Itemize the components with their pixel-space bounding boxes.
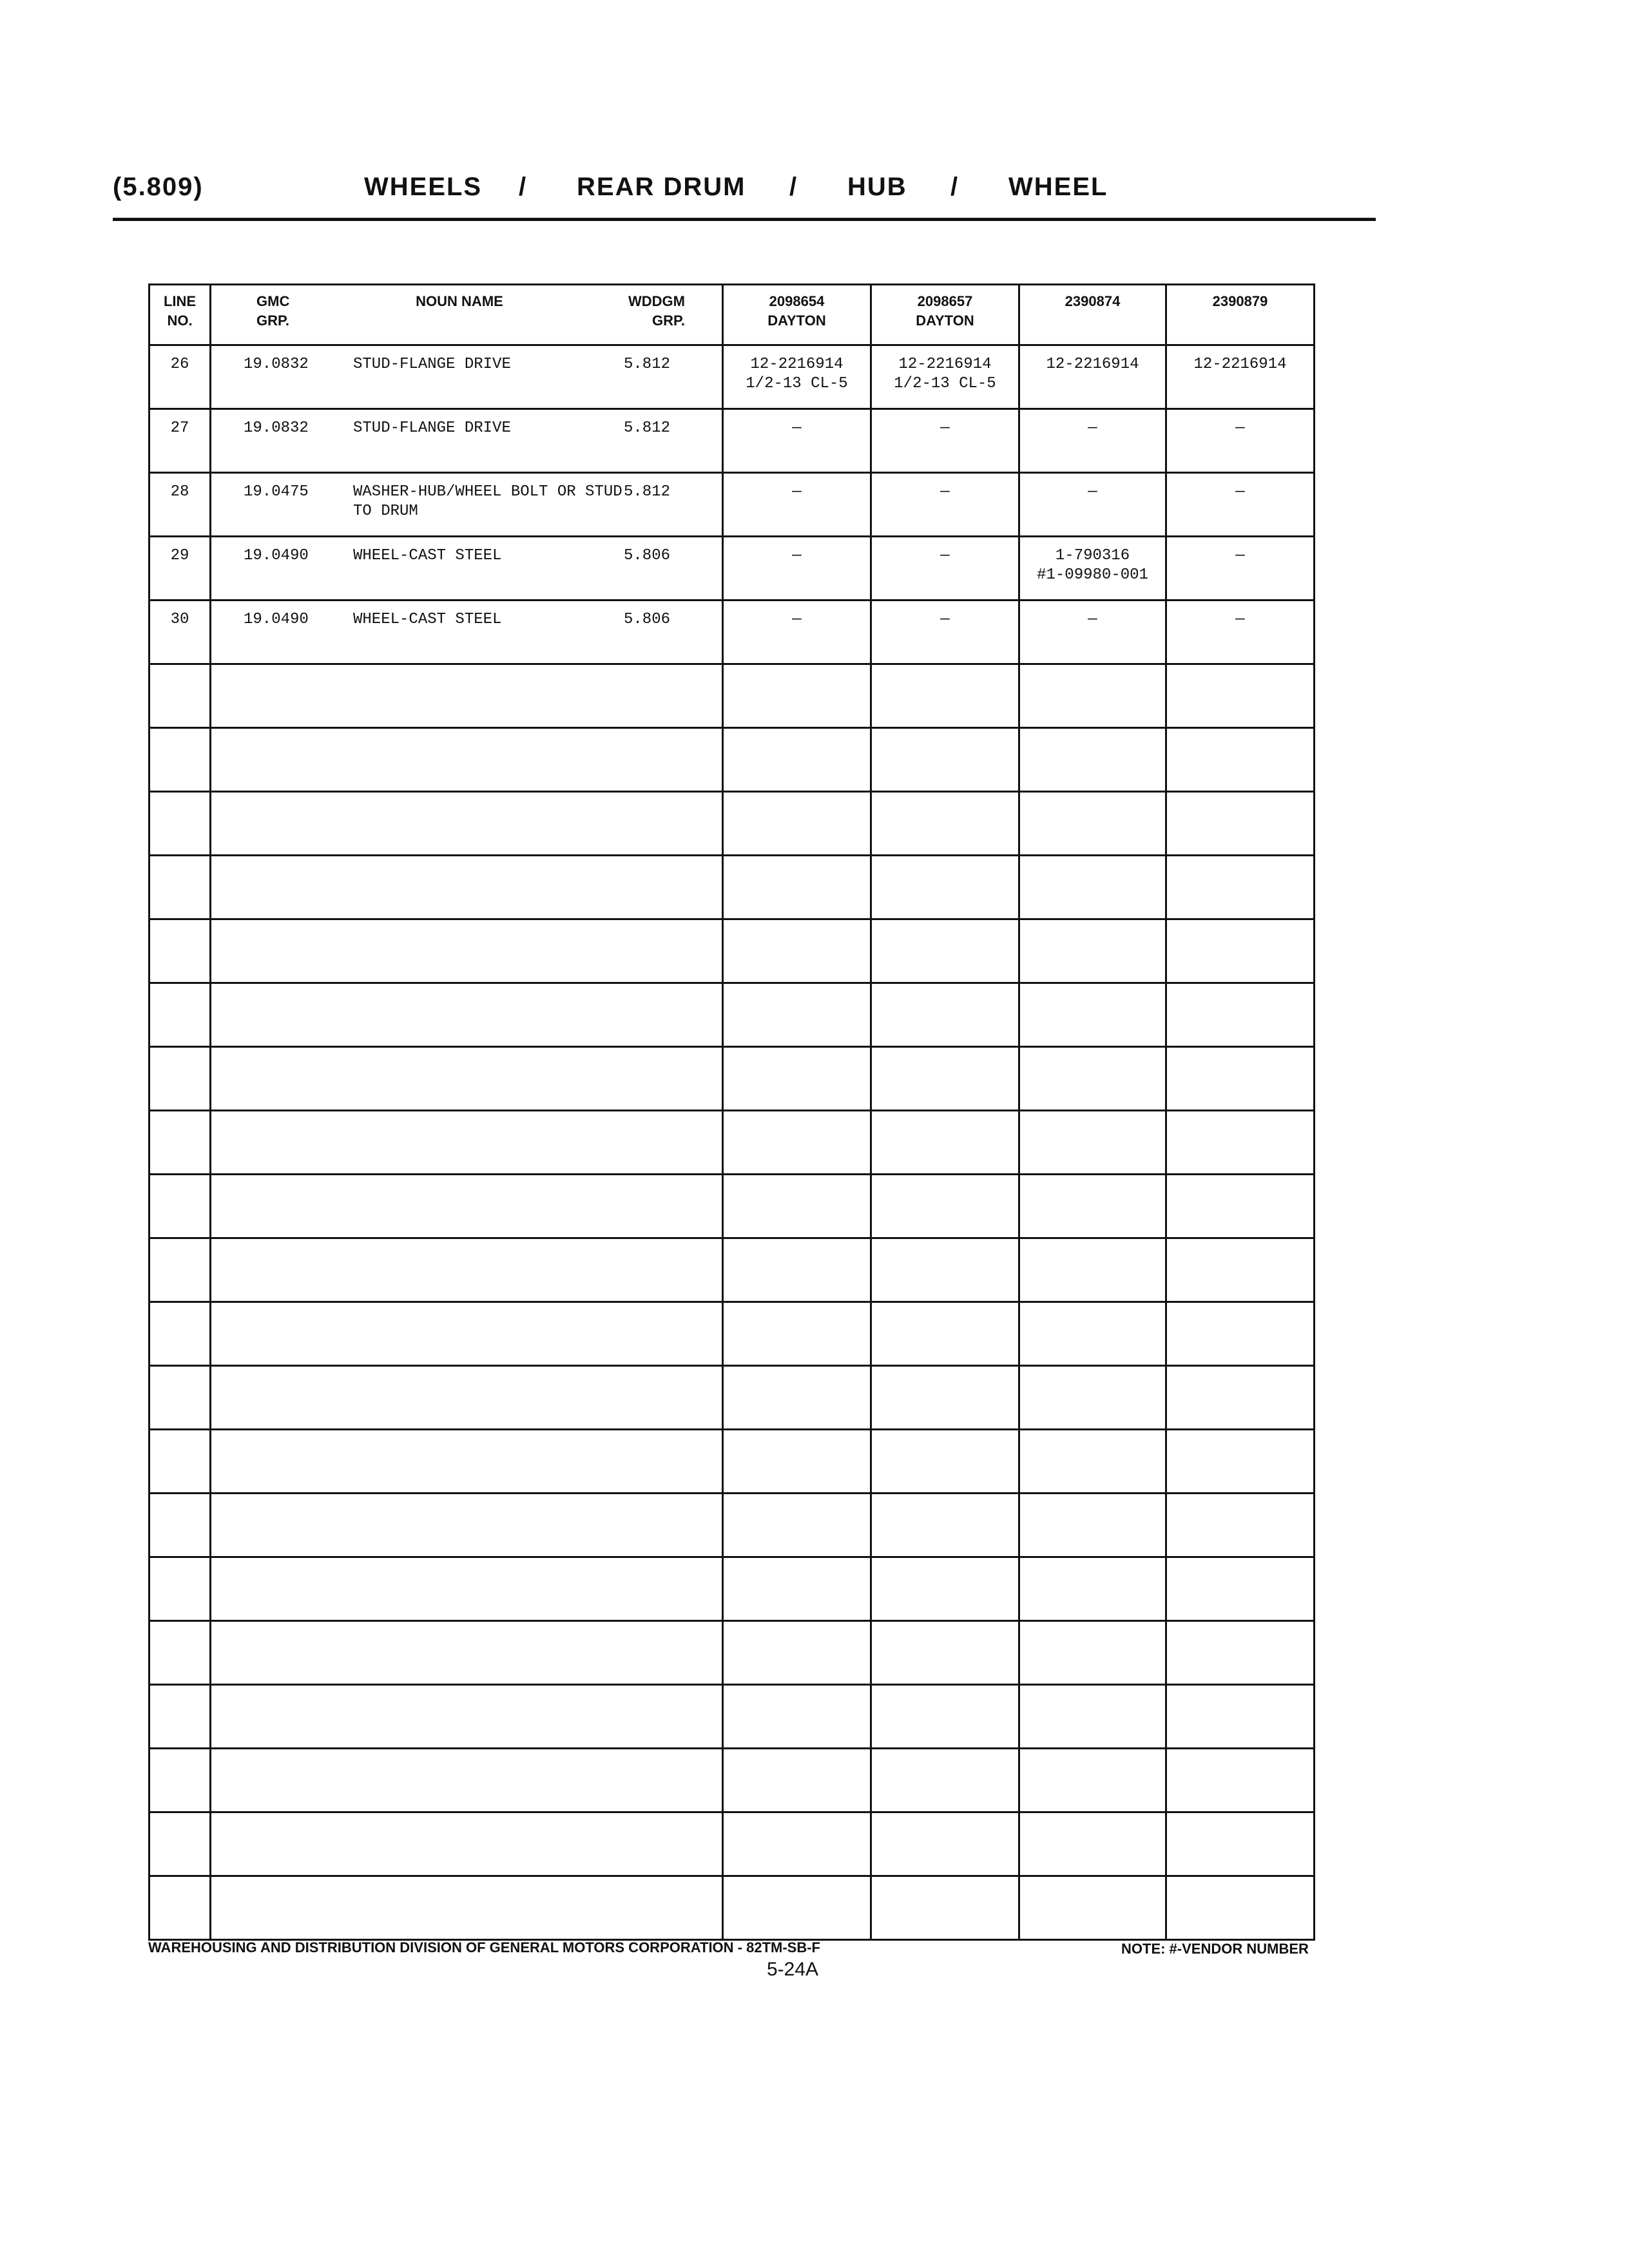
empty-cell xyxy=(211,1430,723,1494)
empty-cell xyxy=(1166,856,1315,919)
cell-gmc-grp: 19.0490 xyxy=(244,611,309,628)
cell-vendor-1: — xyxy=(723,601,871,664)
part-info-group xyxy=(211,355,722,374)
cell-line-no: 28 xyxy=(149,473,211,537)
table-row-empty xyxy=(149,728,1315,792)
empty-cell xyxy=(871,983,1019,1047)
cell-part-info xyxy=(211,345,723,409)
empty-cell xyxy=(1019,1876,1166,1940)
table-row-empty xyxy=(149,664,1315,728)
empty-cell xyxy=(723,983,871,1047)
empty-cell xyxy=(211,664,723,728)
table-row-empty xyxy=(149,1685,1315,1749)
cell-part-info xyxy=(211,537,723,601)
empty-cell xyxy=(1019,1557,1166,1621)
cell-vendor-3: 1-790316 #1-09980-001 xyxy=(1019,537,1166,601)
table-row-empty xyxy=(149,1238,1315,1302)
empty-cell xyxy=(211,1238,723,1302)
table-row-empty xyxy=(149,1812,1315,1876)
empty-cell xyxy=(211,1302,723,1366)
empty-cell xyxy=(211,1876,723,1940)
table-row-empty xyxy=(149,1494,1315,1557)
empty-cell xyxy=(211,1494,723,1557)
title-part-rear-drum: REAR DRUM xyxy=(577,173,746,201)
cell-part-info xyxy=(211,409,723,473)
empty-cell xyxy=(211,919,723,983)
empty-cell xyxy=(723,728,871,792)
part-info-group xyxy=(211,610,722,629)
cell-noun-name: WHEEL-CAST STEEL xyxy=(353,547,502,564)
cell-part-info xyxy=(211,473,723,537)
cell-wddgm-grp: 5.812 xyxy=(624,483,671,501)
empty-cell xyxy=(1166,1111,1315,1175)
title-separator: / xyxy=(950,173,959,201)
empty-cell xyxy=(723,1749,871,1812)
cell-line-no: 30 xyxy=(149,601,211,664)
empty-cell xyxy=(1166,919,1315,983)
empty-cell xyxy=(1166,1366,1315,1430)
empty-cell xyxy=(211,856,723,919)
empty-cell xyxy=(871,664,1019,728)
cell-vendor-4: 12-2216914 xyxy=(1166,345,1315,409)
cell-vendor-1: — xyxy=(723,473,871,537)
table-row xyxy=(149,345,1315,409)
empty-cell xyxy=(1166,983,1315,1047)
empty-cell xyxy=(871,1685,1019,1749)
empty-cell xyxy=(1166,1494,1315,1557)
empty-cell xyxy=(149,728,211,792)
header-gmc-grp: GMC GRP. xyxy=(256,293,290,329)
empty-cell xyxy=(211,1111,723,1175)
empty-cell xyxy=(723,1812,871,1876)
cell-vendor-3: — xyxy=(1019,473,1166,537)
empty-cell xyxy=(211,1812,723,1876)
table-row-empty xyxy=(149,1047,1315,1111)
empty-cell xyxy=(1019,1302,1166,1366)
empty-cell xyxy=(1166,1812,1315,1876)
empty-cell xyxy=(149,919,211,983)
empty-cell xyxy=(149,1685,211,1749)
header-noun-name: NOUN NAME xyxy=(416,293,503,309)
empty-cell xyxy=(871,1430,1019,1494)
empty-cell xyxy=(211,1047,723,1111)
empty-cell xyxy=(149,1749,211,1812)
cell-vendor-3: 12-2216914 xyxy=(1019,345,1166,409)
cell-wddgm-grp: 5.806 xyxy=(624,611,671,628)
empty-cell xyxy=(723,1366,871,1430)
header-vendor-3: 2390874 xyxy=(1019,285,1166,345)
footer-note: NOTE: #-VENDOR NUMBER xyxy=(1121,1941,1309,1957)
empty-cell xyxy=(871,1812,1019,1876)
cell-wddgm-grp: 5.812 xyxy=(624,356,671,373)
parts-table xyxy=(148,284,1315,1941)
empty-cell xyxy=(149,1430,211,1494)
empty-cell xyxy=(723,792,871,856)
empty-cell xyxy=(871,1366,1019,1430)
empty-cell xyxy=(723,1685,871,1749)
table-row-empty xyxy=(149,856,1315,919)
empty-cell xyxy=(149,1366,211,1430)
empty-cell xyxy=(211,1366,723,1430)
empty-cell xyxy=(1166,1302,1315,1366)
empty-cell xyxy=(1019,856,1166,919)
table-row-empty xyxy=(149,1557,1315,1621)
header-vendor-2: 2098657 DAYTON xyxy=(871,285,1019,345)
empty-cell xyxy=(211,728,723,792)
table-row-empty xyxy=(149,1621,1315,1685)
empty-cell xyxy=(1019,983,1166,1047)
cell-line-no: 26 xyxy=(149,345,211,409)
title-part-wheels: WHEELS xyxy=(364,173,483,201)
empty-cell xyxy=(723,1494,871,1557)
part-info-group xyxy=(211,419,722,438)
empty-cell xyxy=(1019,919,1166,983)
empty-cell xyxy=(1166,1876,1315,1940)
table-row-empty xyxy=(149,1175,1315,1238)
empty-cell xyxy=(871,1111,1019,1175)
cell-gmc-grp: 19.0475 xyxy=(244,483,309,501)
page-header xyxy=(113,166,1376,221)
empty-cell xyxy=(1166,728,1315,792)
empty-cell xyxy=(871,792,1019,856)
cell-vendor-1: — xyxy=(723,537,871,601)
empty-cell xyxy=(149,1238,211,1302)
cell-vendor-1: 12-2216914 1/2-13 CL-5 xyxy=(723,345,871,409)
cell-vendor-2: — xyxy=(871,409,1019,473)
empty-cell xyxy=(1019,1366,1166,1430)
empty-cell xyxy=(211,1557,723,1621)
empty-cell xyxy=(1019,1238,1166,1302)
empty-cell xyxy=(211,792,723,856)
empty-cell xyxy=(211,1749,723,1812)
cell-vendor-4: — xyxy=(1166,601,1315,664)
empty-cell xyxy=(1166,1430,1315,1494)
cell-gmc-grp: 19.0490 xyxy=(244,547,309,564)
cell-wddgm-grp: 5.812 xyxy=(624,419,671,437)
empty-cell xyxy=(723,856,871,919)
header-wddgm-grp: WDDGM GRP. xyxy=(628,293,685,329)
empty-cell xyxy=(871,728,1019,792)
empty-cell xyxy=(1019,1749,1166,1812)
empty-cell xyxy=(149,664,211,728)
table-row-empty xyxy=(149,1366,1315,1430)
header-vendor-1: 2098654 DAYTON xyxy=(723,285,871,345)
title-part-wheel: WHEEL xyxy=(1008,173,1108,201)
cell-noun-name: STUD-FLANGE DRIVE xyxy=(353,419,511,437)
empty-cell xyxy=(723,664,871,728)
empty-cell xyxy=(149,1047,211,1111)
table-row xyxy=(149,473,1315,537)
empty-cell xyxy=(871,919,1019,983)
empty-cell xyxy=(211,1685,723,1749)
empty-cell xyxy=(871,1621,1019,1685)
empty-cell xyxy=(1166,792,1315,856)
title-part-hub: HUB xyxy=(847,173,907,201)
part-info-group xyxy=(211,546,722,566)
table-body xyxy=(149,345,1315,1940)
table-row-empty xyxy=(149,1111,1315,1175)
footer-division-text: WAREHOUSING AND DISTRIBUTION DIVISION OF GENERAL MOTORS CORPORATION - 82TM-SB-F xyxy=(148,1939,820,1956)
empty-cell xyxy=(871,1494,1019,1557)
part-info-group xyxy=(211,483,722,521)
section-number: (5.809) xyxy=(113,173,204,201)
page-number: 5-24A xyxy=(767,1959,819,1980)
empty-cell xyxy=(149,983,211,1047)
cell-vendor-1: — xyxy=(723,409,871,473)
cell-vendor-2: 12-2216914 1/2-13 CL-5 xyxy=(871,345,1019,409)
title-separator: / xyxy=(789,173,798,201)
empty-cell xyxy=(1019,1685,1166,1749)
empty-cell xyxy=(149,1557,211,1621)
table-row xyxy=(149,409,1315,473)
empty-cell xyxy=(1019,1111,1166,1175)
empty-cell xyxy=(871,1238,1019,1302)
empty-cell xyxy=(871,1302,1019,1366)
empty-cell xyxy=(1019,664,1166,728)
empty-cell xyxy=(723,1621,871,1685)
table-row xyxy=(149,537,1315,601)
table-row-empty xyxy=(149,1876,1315,1940)
table-header-row xyxy=(149,285,1315,345)
cell-noun-name: STUD-FLANGE DRIVE xyxy=(353,356,511,373)
empty-cell xyxy=(1166,1557,1315,1621)
header-part-info xyxy=(211,285,723,345)
table-row-empty xyxy=(149,919,1315,983)
empty-cell xyxy=(871,1557,1019,1621)
empty-cell xyxy=(1166,1685,1315,1749)
empty-cell xyxy=(1019,1812,1166,1876)
cell-vendor-2: — xyxy=(871,537,1019,601)
empty-cell xyxy=(871,1047,1019,1111)
table-row-empty xyxy=(149,1430,1315,1494)
empty-cell xyxy=(149,1494,211,1557)
empty-cell xyxy=(1019,1047,1166,1111)
empty-cell xyxy=(1019,792,1166,856)
cell-line-no: 27 xyxy=(149,409,211,473)
table-row xyxy=(149,601,1315,664)
empty-cell xyxy=(723,1238,871,1302)
cell-line-no: 29 xyxy=(149,537,211,601)
empty-cell xyxy=(723,1111,871,1175)
cell-wddgm-grp: 5.806 xyxy=(624,547,671,564)
empty-cell xyxy=(1019,728,1166,792)
cell-vendor-3: — xyxy=(1019,601,1166,664)
empty-cell xyxy=(211,983,723,1047)
header-line-no: LINE NO. xyxy=(149,285,211,345)
cell-gmc-grp: 19.0832 xyxy=(244,419,309,437)
empty-cell xyxy=(871,1876,1019,1940)
cell-vendor-4: — xyxy=(1166,537,1315,601)
cell-part-info xyxy=(211,601,723,664)
empty-cell xyxy=(149,1175,211,1238)
empty-cell xyxy=(149,792,211,856)
cell-vendor-4: — xyxy=(1166,473,1315,537)
empty-cell xyxy=(1019,1430,1166,1494)
title-separator: / xyxy=(519,173,528,201)
empty-cell xyxy=(149,1876,211,1940)
empty-cell xyxy=(871,1749,1019,1812)
cell-vendor-2: — xyxy=(871,601,1019,664)
empty-cell xyxy=(1166,1175,1315,1238)
empty-cell xyxy=(723,1175,871,1238)
cell-vendor-2: — xyxy=(871,473,1019,537)
empty-cell xyxy=(723,1557,871,1621)
cell-vendor-3: — xyxy=(1019,409,1166,473)
empty-cell xyxy=(211,1621,723,1685)
empty-cell xyxy=(149,1812,211,1876)
empty-cell xyxy=(149,1302,211,1366)
empty-cell xyxy=(723,1302,871,1366)
table-row-empty xyxy=(149,792,1315,856)
empty-cell xyxy=(871,856,1019,919)
empty-cell xyxy=(1019,1621,1166,1685)
empty-cell xyxy=(211,1175,723,1238)
empty-cell xyxy=(723,919,871,983)
empty-cell xyxy=(723,1876,871,1940)
empty-cell xyxy=(1019,1494,1166,1557)
empty-cell xyxy=(1166,664,1315,728)
empty-cell xyxy=(149,1111,211,1175)
table-row-empty xyxy=(149,1302,1315,1366)
table-row-empty xyxy=(149,983,1315,1047)
cell-vendor-4: — xyxy=(1166,409,1315,473)
cell-gmc-grp: 19.0832 xyxy=(244,356,309,373)
empty-cell xyxy=(723,1430,871,1494)
empty-cell xyxy=(723,1047,871,1111)
empty-cell xyxy=(1166,1047,1315,1111)
empty-cell xyxy=(149,1621,211,1685)
empty-cell xyxy=(1166,1238,1315,1302)
header-vendor-4: 2390879 xyxy=(1166,285,1315,345)
table-row-empty xyxy=(149,1749,1315,1812)
cell-noun-name: WHEEL-CAST STEEL xyxy=(353,611,502,628)
empty-cell xyxy=(1166,1749,1315,1812)
empty-cell xyxy=(1166,1621,1315,1685)
empty-cell xyxy=(871,1175,1019,1238)
empty-cell xyxy=(1019,1175,1166,1238)
empty-cell xyxy=(149,856,211,919)
cell-noun-name: WASHER-HUB/WHEEL BOLT OR STUD TO DRUM xyxy=(353,483,622,520)
